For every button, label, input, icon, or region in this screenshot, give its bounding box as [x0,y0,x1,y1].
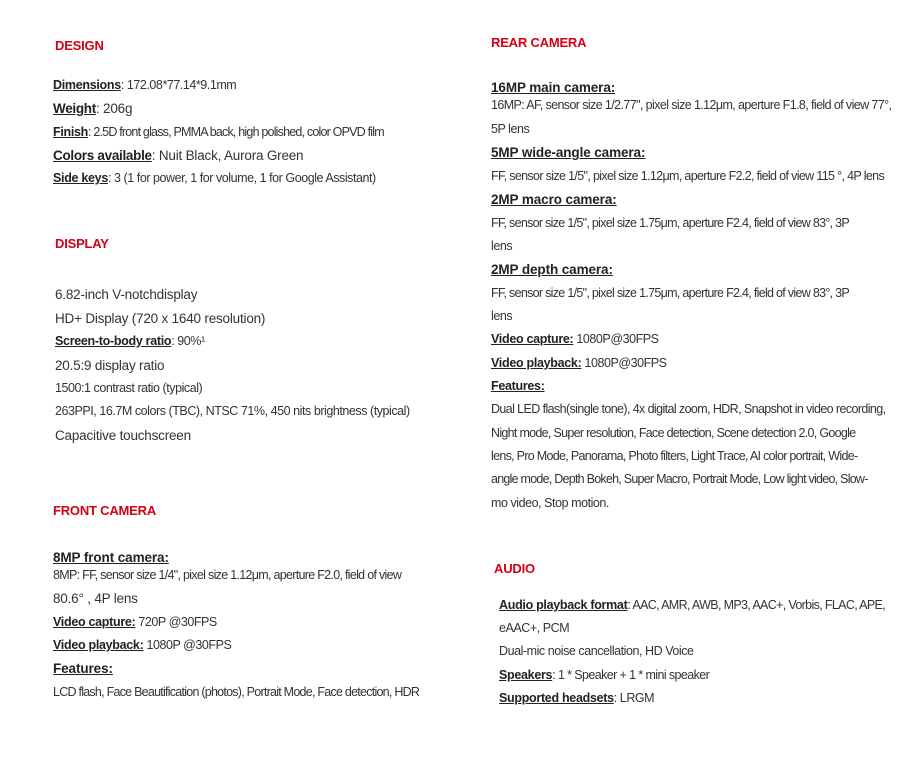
rear-camera-heading: REAR CAMERA [491,35,587,50]
rear-main-line2: 5P lens [491,122,530,136]
rear-depth-line2: lens [491,309,513,323]
display-ratio: 20.5:9 display ratio [55,358,165,373]
rear-features-line4: angle mode, Depth Bokeh, Super Macro, Portrait Mode, Low light video, Slow- [491,472,868,486]
rear-depth-line1: FF, sensor size 1/5", pixel size 1.75μm, aperture F2.4, field of view 83°, 3P [491,286,850,300]
rear-wide-label: 5MP wide-angle camera: [491,145,646,160]
front-main-line1: 8MP: FF, sensor size 1/4", pixel size 1.12μm, aperture F2.0, field of view [53,568,402,582]
screen-to-body-row [55,330,205,353]
rear-macro-line1: FF, sensor size 1/5", pixel size 1.75μm, aperture F2.4, field of view 83°, 3P [491,216,850,230]
audio-headsets-label: Supported headsets [499,691,614,705]
side-keys-row [53,167,376,190]
rear-wide-value: FF, sensor size 1/5", pixel size 1.12μm, aperture F2.2, field of view 115 °, 4P lens [491,169,885,183]
rear-wide-label-row [491,141,645,165]
rear-macro-line2: lens [491,239,513,253]
touchscreen: Capacitive touchscreen [55,428,191,443]
rear-features-label: Features: [491,379,545,393]
finish-label: Finish [53,125,89,139]
rear-video-capture-label: Video capture: [491,332,574,346]
finish-row [53,121,384,144]
finish-value: : 2.5D front glass, PMMA back, high polished, color OPVD film [88,125,384,139]
front-video-capture-label: Video capture: [53,615,136,629]
audio-headsets-row [499,687,654,710]
ppi-colors: 263PPI, 16.7M colors (TBC), NTSC 71%, 450 nits brightness (typical) [55,404,410,418]
weight-row [53,97,132,120]
rear-video-playback-value: 1080P@30FPS [581,356,667,370]
audio-noise: Dual-mic noise cancellation, HD Voice [499,644,694,658]
rear-main-line1: 16MP: AF, sensor size 1/2.77", pixel size 1.12μm, aperture F1.8, field of view 77°, [491,98,892,112]
rear-video-playback-label: Video playback: [491,356,582,370]
audio-headsets-value: : LRGM [613,691,655,705]
side-keys-label: Side keys [53,171,108,185]
rear-macro-label-row [491,188,617,212]
audio-format-row [499,594,885,617]
colors-label: Colors available [53,148,152,163]
audio-heading: AUDIO [494,561,535,576]
rear-features-label-row [491,375,545,398]
design-heading: DESIGN [55,38,104,53]
front-video-playback-label: Video playback: [53,638,144,652]
dimensions-row [53,74,236,97]
rear-main-label: 16MP main camera: [491,80,616,95]
rear-depth-label: 2MP depth camera: [491,262,613,277]
colors-value: : Nuit Black, Aurora Green [151,148,304,163]
audio-format-label: Audio playback format [499,598,628,612]
rear-video-capture-value: 1080P@30FPS [573,332,659,346]
contrast-ratio: 1500:1 contrast ratio (typical) [55,381,203,395]
front-video-playback-row [53,634,231,657]
rear-features-line2: Night mode, Super resolution, Face detection, Scene detection 2.0, Google [491,426,856,440]
audio-speakers-value: : 1 * Speaker + 1 * mini speaker [552,668,710,682]
rear-macro-label: 2MP macro camera: [491,192,617,207]
weight-label: Weight [53,101,96,116]
rear-video-playback-row [491,352,667,375]
screen-to-body-value: : 90%¹ [171,334,205,348]
front-main-line2: 80.6° , 4P lens [53,591,138,606]
front-features-label-row [53,657,113,681]
rear-features-line3: lens, Pro Mode, Panorama, Photo filters, Light Trace, AI color portrait, Wide- [491,449,858,463]
side-keys-value: : 3 (1 for power, 1 for volume, 1 for Google Assistant) [107,171,376,185]
dimensions-value: : 172.08*77.14*9.1mm [120,78,237,92]
front-video-capture-row [53,611,217,634]
screen-to-body-label: Screen-to-body ratio [55,334,172,348]
front-features-value: LCD flash, Face Beautification (photos), Portrait Mode, Face detection, HDR [53,685,420,699]
dimensions-label: Dimensions [53,78,121,92]
front-video-playback-value: 1080P @30FPS [143,638,232,652]
display-resolution: HD+ Display (720 x 1640 resolution) [55,311,266,326]
colors-row [53,144,303,167]
audio-speakers-label: Speakers [499,668,553,682]
weight-value: : 206g [95,101,133,116]
audio-speakers-row [499,664,709,687]
display-heading: DISPLAY [55,236,109,251]
rear-depth-label-row [491,258,613,282]
front-features-label: Features: [53,661,113,676]
rear-features-line1: Dual LED flash(single tone), 4x digital zoom, HDR, Snapshot in video recording, [491,402,886,416]
display-size: 6.82-inch V-notchdisplay [55,287,198,302]
front-camera-heading: FRONT CAMERA [53,503,157,518]
audio-format-value: : AAC, AMR, AWB, MP3, AAC+, Vorbis, FLAC, APE, [627,598,886,612]
rear-features-line5: mo video, Stop motion. [491,496,609,510]
front-video-capture-value: 720P @30FPS [135,615,217,629]
rear-video-capture-row [491,328,659,351]
front-main-label: 8MP front camera: [53,550,169,565]
audio-format-line2: eAAC+, PCM [499,621,570,635]
